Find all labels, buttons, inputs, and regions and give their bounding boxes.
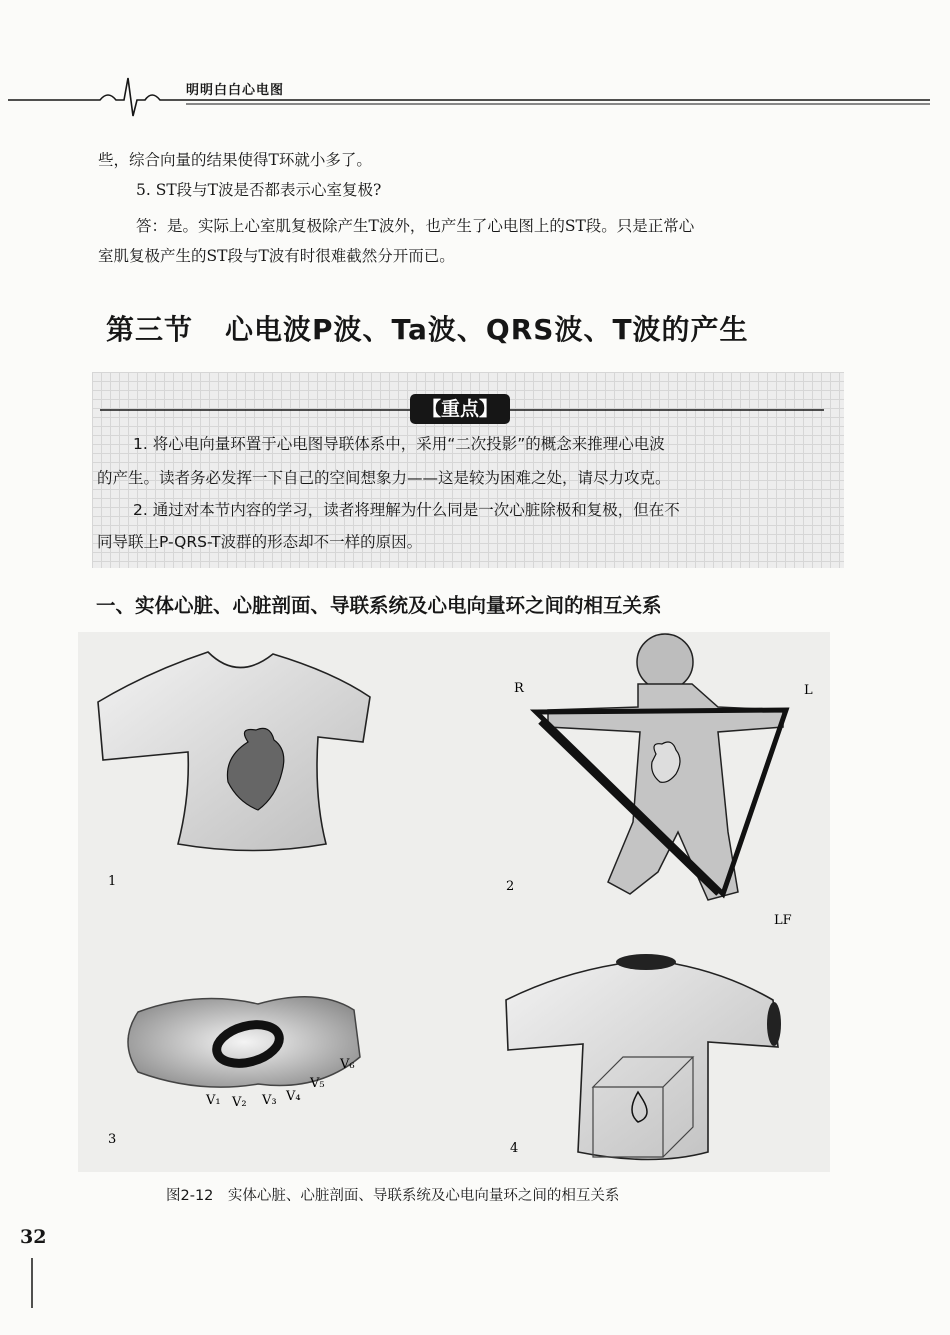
chest-section-3	[128, 997, 360, 1087]
neck-opening	[616, 954, 676, 970]
lead-V3-label: V₃	[262, 1093, 277, 1108]
header-rule	[0, 60, 950, 120]
lead-L-label: L	[804, 683, 813, 698]
ecg-waveform-icon	[8, 78, 930, 116]
body-2	[548, 684, 783, 900]
panel-3-label: 3	[108, 1132, 117, 1147]
panel-4-label: 4	[510, 1141, 519, 1156]
key-point-2-line-1: 2. 通过对本节内容的学习，读者将理解为什么同是一次心脏除极和复极，但在不	[133, 501, 680, 519]
head-2	[637, 634, 693, 690]
arm-opening	[767, 1002, 781, 1046]
figure-illustration	[78, 632, 830, 1172]
key-points-badge: 【重点】	[410, 394, 510, 424]
lead-V2-label: V₂	[232, 1095, 247, 1110]
section-number: 第三节	[106, 313, 194, 346]
question-5: 5. ST段与T波是否都表示心室复极?	[136, 181, 382, 199]
panel-1-label: 1	[108, 874, 117, 889]
lead-LF-label: LF	[774, 913, 792, 928]
lead-V1-label: V₁	[206, 1093, 221, 1108]
answer-line-1: 答：是。实际上心室肌复极除产生T波外，也产生了心电图上的ST段。只是正常心	[136, 217, 695, 235]
subsection-title: 一、实体心脏、心脏剖面、导联系统及心电向量环之间的相互关系	[96, 594, 662, 617]
torso-1	[98, 652, 370, 851]
running-header: 明明白白心电图	[186, 83, 285, 98]
margin-rule	[30, 1258, 34, 1308]
key-point-2-line-2: 同导联上P-QRS-T波群的形态却不一样的原因。	[97, 533, 423, 551]
answer-line-2: 室肌复极产生的ST段与T波有时很难截然分开而已。	[98, 247, 455, 265]
key-point-1-line-2: 的产生。读者务必发挥一下自己的空间想象力——这是较为困难之处，请尽力攻克。	[97, 469, 671, 487]
paragraph-continuation: 些，综合向量的结果使得T环就小多了。	[98, 151, 372, 169]
page-number: 32	[20, 1226, 47, 1248]
panel-2-label: 2	[506, 879, 515, 894]
figure-2-12	[78, 632, 830, 1172]
key-point-1-line-1: 1. 将心电向量环置于心电图导联体系中，采用“二次投影”的概念来推理心电波	[133, 435, 665, 453]
section-heading: 心电波P波、Ta波、QRS波、T波的产生	[225, 313, 749, 346]
figure-caption: 图2-12 实体心脏、心脏剖面、导联系统及心电向量环之间的相互关系	[166, 1188, 620, 1204]
lead-R-label: R	[514, 681, 524, 696]
lead-V6-label: V₆	[340, 1057, 355, 1072]
section-title	[106, 308, 749, 348]
torso-4	[506, 958, 778, 1160]
lead-V5-label: V₅	[310, 1076, 325, 1091]
lead-V4-label: V₄	[286, 1089, 301, 1104]
